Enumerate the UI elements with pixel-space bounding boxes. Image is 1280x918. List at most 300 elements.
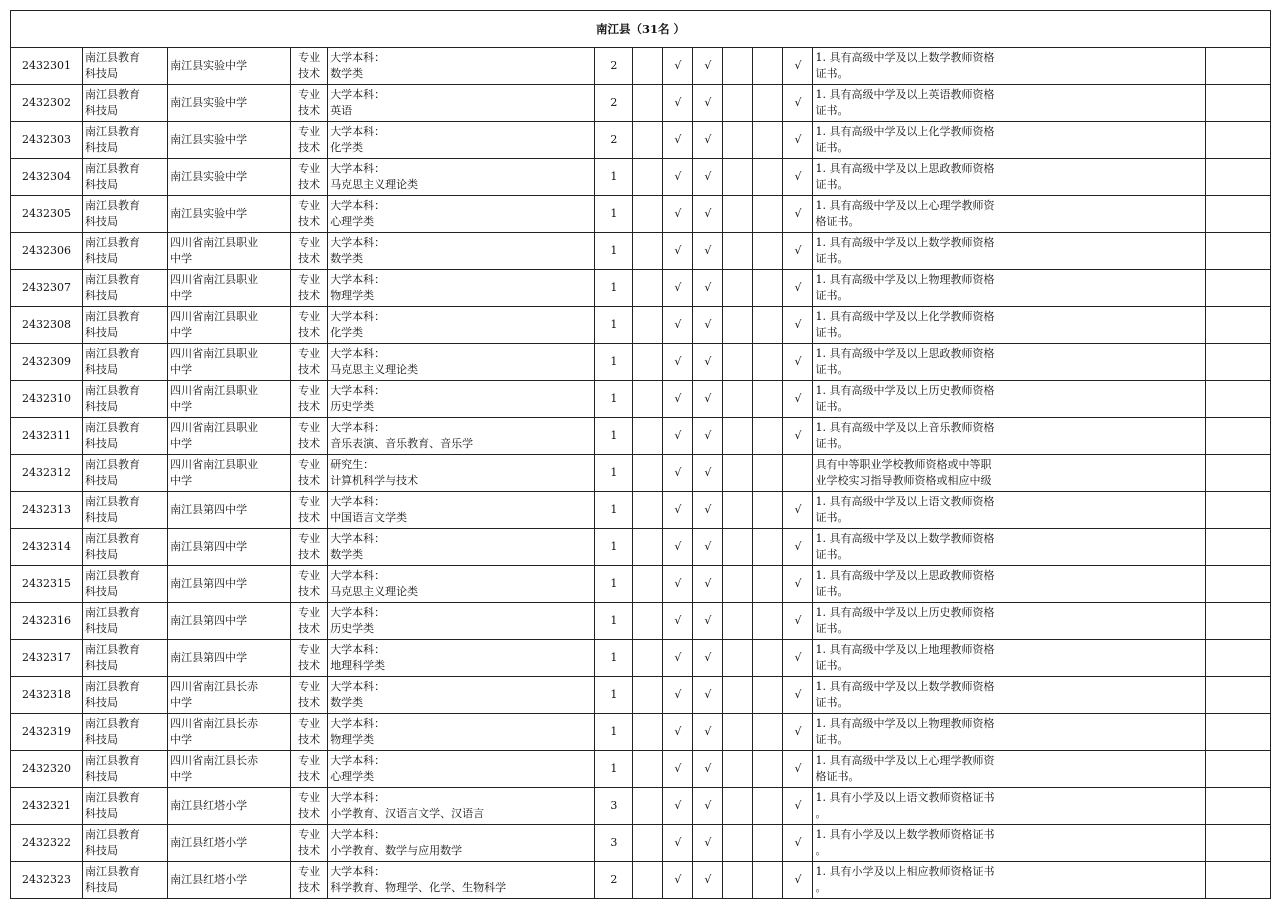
requirements — [813, 529, 1205, 566]
employer-name-line: 四川省南江县职业 — [170, 458, 259, 471]
education-major — [328, 677, 595, 714]
empty-cell — [723, 233, 753, 270]
department-name — [83, 122, 168, 159]
department-name-line: 南江县教育 — [85, 236, 141, 249]
check-cell — [693, 677, 723, 714]
check-mark-icon: √ — [794, 244, 802, 257]
table-row — [11, 122, 1271, 159]
position-code: 2432315 — [11, 566, 83, 603]
requirements-line: 证书。 — [815, 548, 849, 561]
check-mark-icon: √ — [794, 799, 802, 812]
hire-count: 1 — [595, 344, 633, 381]
position-code: 2432319 — [11, 714, 83, 751]
check-mark-icon: √ — [674, 503, 682, 516]
position-type-line: 专业 — [298, 791, 321, 804]
check-mark-icon: √ — [704, 318, 712, 331]
requirements-line: 1. 具有高级中学及以上物理教师资格 — [815, 717, 995, 730]
position-type — [291, 677, 328, 714]
requirements — [813, 751, 1205, 788]
table-row — [11, 603, 1271, 640]
department-name-line: 科技局 — [85, 844, 119, 857]
requirements-line: 证书。 — [815, 659, 849, 672]
check-cell — [693, 307, 723, 344]
check-cell — [663, 233, 693, 270]
department-name — [83, 418, 168, 455]
check-mark-icon: √ — [704, 873, 712, 886]
employer-name — [168, 159, 291, 196]
department-name-line: 科技局 — [85, 178, 119, 191]
requirements-line: 1. 具有高级中学及以上物理教师资格 — [815, 273, 995, 286]
position-type-line: 专业 — [298, 532, 321, 545]
remarks-cell — [1205, 159, 1270, 196]
empty-cell — [633, 455, 663, 492]
education-major — [328, 233, 595, 270]
requirements-line: 1. 具有高级中学及以上思政教师资格 — [815, 569, 995, 582]
check-cell — [693, 270, 723, 307]
education-major-line: 大学本科： — [330, 347, 386, 360]
requirements-line: 1. 具有高级中学及以上心理学教师资 — [815, 754, 995, 767]
check-cell — [663, 677, 693, 714]
position-type — [291, 825, 328, 862]
employer-name-line: 中学 — [170, 363, 193, 376]
position-code: 2432301 — [11, 48, 83, 85]
education-major-line: 历史学类 — [330, 400, 375, 413]
education-major — [328, 640, 595, 677]
employer-name-line: 四川省南江县职业 — [170, 421, 259, 434]
requirements — [813, 677, 1205, 714]
hire-count: 1 — [595, 640, 633, 677]
empty-cell — [633, 85, 663, 122]
check-mark-icon: √ — [674, 318, 682, 331]
position-type — [291, 233, 328, 270]
employer-name-line: 四川省南江县长赤 — [170, 680, 259, 693]
employer-name-line: 中学 — [170, 733, 193, 746]
education-major-line: 马克思主义理论类 — [330, 178, 419, 191]
position-code: 2432311 — [11, 418, 83, 455]
empty-cell — [633, 529, 663, 566]
check-cell — [783, 455, 813, 492]
position-code: 2432321 — [11, 788, 83, 825]
check-cell — [663, 492, 693, 529]
position-code: 2432307 — [11, 270, 83, 307]
empty-cell — [723, 48, 753, 85]
hire-count: 1 — [595, 307, 633, 344]
recruitment-table — [10, 10, 1271, 899]
check-mark-icon: √ — [674, 466, 682, 479]
requirements — [813, 566, 1205, 603]
employer-name-line: 中学 — [170, 289, 193, 302]
empty-cell — [723, 418, 753, 455]
employer-name — [168, 492, 291, 529]
check-mark-icon: √ — [674, 540, 682, 553]
department-name-line: 科技局 — [85, 733, 119, 746]
requirements-line: 1. 具有高级中学及以上化学教师资格 — [815, 125, 995, 138]
check-mark-icon: √ — [794, 133, 802, 146]
check-cell — [663, 418, 693, 455]
requirements — [813, 233, 1205, 270]
check-cell — [783, 233, 813, 270]
remarks-cell — [1205, 566, 1270, 603]
check-mark-icon: √ — [704, 207, 712, 220]
empty-cell — [633, 270, 663, 307]
check-cell — [693, 714, 723, 751]
position-type-line: 技术 — [298, 622, 321, 635]
position-type — [291, 640, 328, 677]
department-name-line: 科技局 — [85, 400, 119, 413]
hire-count: 1 — [595, 603, 633, 640]
department-name-line: 科技局 — [85, 622, 119, 635]
empty-cell — [753, 492, 783, 529]
check-cell — [693, 85, 723, 122]
department-name-line: 南江县教育 — [85, 680, 141, 693]
position-type-line: 专业 — [298, 310, 321, 323]
check-mark-icon: √ — [674, 133, 682, 146]
check-cell — [663, 640, 693, 677]
title-row — [11, 11, 1271, 48]
employer-name — [168, 85, 291, 122]
position-type — [291, 48, 328, 85]
education-major-line: 大学本科： — [330, 199, 386, 212]
check-mark-icon: √ — [704, 96, 712, 109]
hire-count: 2 — [595, 122, 633, 159]
check-cell — [663, 48, 693, 85]
check-mark-icon: √ — [674, 392, 682, 405]
check-mark-icon: √ — [704, 836, 712, 849]
requirements — [813, 85, 1205, 122]
hire-count: 3 — [595, 788, 633, 825]
check-mark-icon: √ — [794, 318, 802, 331]
employer-name-line: 南江县第四中学 — [170, 540, 248, 553]
check-cell — [783, 603, 813, 640]
employer-name-line: 南江县第四中学 — [170, 577, 248, 590]
department-name-line: 科技局 — [85, 437, 119, 450]
education-major-line: 中国语言文学类 — [330, 511, 408, 524]
department-name-line: 科技局 — [85, 252, 119, 265]
check-cell — [663, 862, 693, 899]
department-name — [83, 344, 168, 381]
education-major-line: 数学类 — [330, 696, 364, 709]
hire-count: 1 — [595, 270, 633, 307]
table-row — [11, 381, 1271, 418]
employer-name — [168, 196, 291, 233]
requirements — [813, 455, 1205, 492]
requirements — [813, 196, 1205, 233]
employer-name-line: 四川省南江县职业 — [170, 384, 259, 397]
department-name — [83, 381, 168, 418]
position-type-line: 技术 — [298, 178, 321, 191]
department-name-line: 科技局 — [85, 474, 119, 487]
check-mark-icon: √ — [794, 614, 802, 627]
education-major — [328, 418, 595, 455]
empty-cell — [633, 233, 663, 270]
education-major-line: 大学本科： — [330, 273, 386, 286]
employer-name-line: 中学 — [170, 400, 193, 413]
empty-cell — [753, 344, 783, 381]
hire-count: 1 — [595, 233, 633, 270]
employer-name-line: 四川省南江县职业 — [170, 347, 259, 360]
department-name-line: 南江县教育 — [85, 643, 141, 656]
education-major — [328, 566, 595, 603]
check-cell — [693, 751, 723, 788]
requirements-line: 1. 具有高级中学及以上英语教师资格 — [815, 88, 995, 101]
check-cell — [693, 566, 723, 603]
employer-name-line: 南江县红塔小学 — [170, 836, 248, 849]
employer-name — [168, 788, 291, 825]
check-cell — [693, 381, 723, 418]
requirements-line: 证书。 — [815, 67, 849, 80]
check-cell — [693, 196, 723, 233]
department-name — [83, 455, 168, 492]
position-code: 2432303 — [11, 122, 83, 159]
position-type-line: 专业 — [298, 347, 321, 360]
position-type-line: 专业 — [298, 828, 321, 841]
employer-name-line: 四川省南江县职业 — [170, 236, 259, 249]
position-code: 2432320 — [11, 751, 83, 788]
requirements-line: 1. 具有高级中学及以上音乐教师资格 — [815, 421, 995, 434]
check-cell — [693, 122, 723, 159]
department-name — [83, 677, 168, 714]
department-name-line: 南江县教育 — [85, 347, 141, 360]
check-cell — [693, 418, 723, 455]
check-cell — [663, 751, 693, 788]
check-mark-icon: √ — [794, 577, 802, 590]
check-mark-icon: √ — [704, 392, 712, 405]
department-name — [83, 788, 168, 825]
position-type-line: 专业 — [298, 236, 321, 249]
education-major — [328, 381, 595, 418]
table-row — [11, 566, 1271, 603]
position-type-line: 技术 — [298, 807, 321, 820]
position-type — [291, 85, 328, 122]
check-cell — [693, 344, 723, 381]
remarks-cell — [1205, 344, 1270, 381]
department-name-line: 科技局 — [85, 141, 119, 154]
remarks-cell — [1205, 788, 1270, 825]
empty-cell — [633, 344, 663, 381]
position-type — [291, 862, 328, 899]
remarks-cell — [1205, 455, 1270, 492]
department-name-line: 科技局 — [85, 363, 119, 376]
requirements — [813, 344, 1205, 381]
position-type-line: 技术 — [298, 585, 321, 598]
education-major-line: 马克思主义理论类 — [330, 363, 419, 376]
table-row — [11, 677, 1271, 714]
education-major-line: 小学教育、数学与应用数学 — [330, 844, 463, 857]
education-major-line: 数学类 — [330, 252, 364, 265]
employer-name — [168, 862, 291, 899]
check-cell — [663, 122, 693, 159]
position-type — [291, 529, 328, 566]
education-major-line: 小学教育、汉语言文学、汉语言 — [330, 807, 485, 820]
employer-name-line: 南江县实验中学 — [170, 59, 248, 72]
requirements — [813, 492, 1205, 529]
requirements-line: 1. 具有高级中学及以上地理教师资格 — [815, 643, 995, 656]
remarks-cell — [1205, 196, 1270, 233]
employer-name — [168, 529, 291, 566]
check-cell — [783, 677, 813, 714]
empty-cell — [753, 418, 783, 455]
check-cell — [693, 233, 723, 270]
table-row — [11, 48, 1271, 85]
position-type-line: 技术 — [298, 437, 321, 450]
education-major-line: 数学类 — [330, 548, 364, 561]
department-name-line: 科技局 — [85, 326, 119, 339]
education-major-line: 大学本科： — [330, 680, 386, 693]
employer-name-line: 南江县实验中学 — [170, 207, 248, 220]
requirements-line: 1. 具有高级中学及以上思政教师资格 — [815, 347, 995, 360]
department-name-line: 科技局 — [85, 881, 119, 894]
empty-cell — [633, 751, 663, 788]
requirements — [813, 825, 1205, 862]
position-code: 2432306 — [11, 233, 83, 270]
education-major — [328, 196, 595, 233]
department-name-line: 科技局 — [85, 511, 119, 524]
empty-cell — [633, 788, 663, 825]
remarks-cell — [1205, 862, 1270, 899]
requirements — [813, 159, 1205, 196]
department-name — [83, 825, 168, 862]
employer-name — [168, 270, 291, 307]
empty-cell — [753, 455, 783, 492]
table-row — [11, 344, 1271, 381]
check-mark-icon: √ — [794, 392, 802, 405]
check-mark-icon: √ — [704, 59, 712, 72]
education-major-line: 心理学类 — [330, 215, 375, 228]
table-row — [11, 714, 1271, 751]
requirements — [813, 381, 1205, 418]
requirements-line: 证书。 — [815, 511, 849, 524]
requirements-line: 证书。 — [815, 622, 849, 635]
requirements-line: 证书。 — [815, 252, 849, 265]
empty-cell — [753, 714, 783, 751]
remarks-cell — [1205, 233, 1270, 270]
position-code: 2432314 — [11, 529, 83, 566]
position-type-line: 技术 — [298, 289, 321, 302]
check-mark-icon: √ — [674, 688, 682, 701]
department-name-line: 南江县教育 — [85, 569, 141, 582]
department-name — [83, 862, 168, 899]
hire-count: 1 — [595, 751, 633, 788]
department-name — [83, 270, 168, 307]
empty-cell — [723, 122, 753, 159]
check-cell — [663, 714, 693, 751]
check-mark-icon: √ — [794, 836, 802, 849]
requirements-line: 1. 具有小学及以上语文教师资格证书 — [815, 791, 995, 804]
table-row — [11, 418, 1271, 455]
position-code: 2432302 — [11, 85, 83, 122]
education-major-line: 大学本科： — [330, 606, 386, 619]
position-type-line: 技术 — [298, 215, 321, 228]
empty-cell — [753, 307, 783, 344]
position-type-line: 专业 — [298, 680, 321, 693]
table-title: 南江县（31名 ） — [11, 11, 1271, 48]
requirements-line: 证书。 — [815, 141, 849, 154]
check-cell — [663, 159, 693, 196]
check-cell — [663, 344, 693, 381]
check-mark-icon: √ — [794, 873, 802, 886]
check-mark-icon: √ — [794, 503, 802, 516]
table-row — [11, 85, 1271, 122]
position-type-line: 技术 — [298, 104, 321, 117]
position-type-line: 专业 — [298, 199, 321, 212]
remarks-cell — [1205, 48, 1270, 85]
requirements-line: 具有中等职业学校教师资格或中等职 — [815, 458, 992, 471]
requirements-line: 1. 具有高级中学及以上数学教师资格 — [815, 680, 995, 693]
requirements-line: 1. 具有高级中学及以上历史教师资格 — [815, 606, 995, 619]
check-mark-icon: √ — [674, 207, 682, 220]
education-major-line: 心理学类 — [330, 770, 375, 783]
empty-cell — [753, 603, 783, 640]
department-name-line: 南江县教育 — [85, 199, 141, 212]
education-major-line: 大学本科： — [330, 865, 386, 878]
department-name — [83, 233, 168, 270]
department-name-line: 科技局 — [85, 770, 119, 783]
check-mark-icon: √ — [674, 244, 682, 257]
employer-name-line: 中学 — [170, 437, 193, 450]
empty-cell — [753, 381, 783, 418]
department-name-line: 南江县教育 — [85, 310, 141, 323]
department-name-line: 南江县教育 — [85, 791, 141, 804]
department-name-line: 南江县教育 — [85, 606, 141, 619]
position-code: 2432312 — [11, 455, 83, 492]
remarks-cell — [1205, 270, 1270, 307]
check-mark-icon: √ — [794, 762, 802, 775]
table-row — [11, 751, 1271, 788]
employer-name — [168, 122, 291, 159]
check-cell — [783, 85, 813, 122]
check-cell — [783, 714, 813, 751]
education-major — [328, 862, 595, 899]
check-cell — [663, 825, 693, 862]
empty-cell — [723, 751, 753, 788]
requirements-line: 1. 具有高级中学及以上语文教师资格 — [815, 495, 995, 508]
table-row — [11, 159, 1271, 196]
empty-cell — [633, 196, 663, 233]
check-mark-icon: √ — [704, 725, 712, 738]
position-type — [291, 344, 328, 381]
check-mark-icon: √ — [704, 133, 712, 146]
employer-name-line: 南江县实验中学 — [170, 170, 248, 183]
check-cell — [783, 381, 813, 418]
check-cell — [663, 529, 693, 566]
position-type-line: 专业 — [298, 88, 321, 101]
education-major — [328, 492, 595, 529]
requirements-line: 证书。 — [815, 696, 849, 709]
requirements-line: 证书。 — [815, 178, 849, 191]
requirements-line: 1. 具有高级中学及以上历史教师资格 — [815, 384, 995, 397]
education-major — [328, 122, 595, 159]
check-cell — [693, 603, 723, 640]
employer-name — [168, 418, 291, 455]
check-mark-icon: √ — [704, 799, 712, 812]
education-major — [328, 455, 595, 492]
department-name-line: 南江县教育 — [85, 865, 141, 878]
empty-cell — [633, 48, 663, 85]
check-mark-icon: √ — [794, 59, 802, 72]
department-name-line: 南江县教育 — [85, 495, 141, 508]
hire-count: 1 — [595, 381, 633, 418]
position-type-line: 专业 — [298, 162, 321, 175]
hire-count: 1 — [595, 714, 633, 751]
department-name-line: 科技局 — [85, 104, 119, 117]
employer-name — [168, 344, 291, 381]
empty-cell — [723, 714, 753, 751]
check-cell — [663, 566, 693, 603]
position-code: 2432304 — [11, 159, 83, 196]
requirements — [813, 862, 1205, 899]
education-major-line: 大学本科： — [330, 495, 386, 508]
hire-count: 1 — [595, 566, 633, 603]
